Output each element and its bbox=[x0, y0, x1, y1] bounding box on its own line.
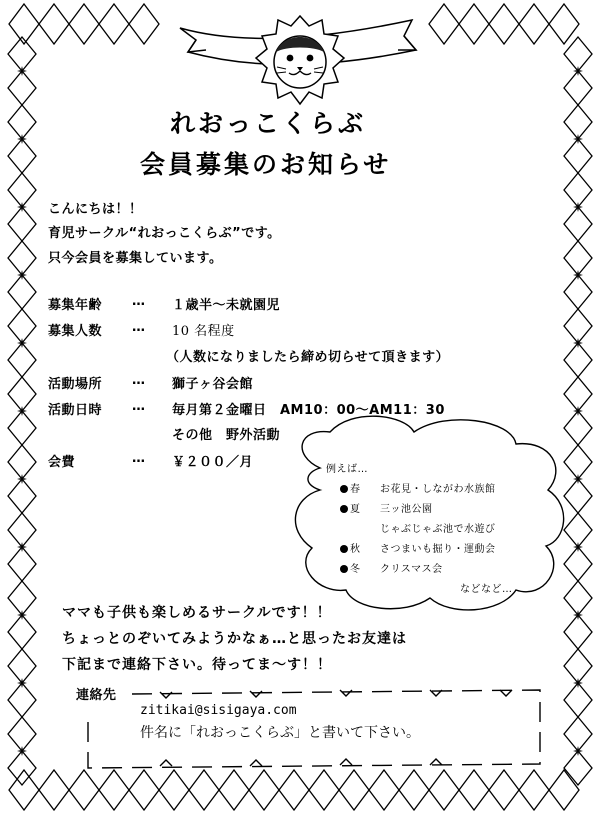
border-diamond bbox=[564, 513, 592, 547]
border-diamond bbox=[564, 479, 592, 513]
border-diamond bbox=[8, 275, 36, 309]
border-diamond bbox=[8, 615, 36, 649]
border-diamond bbox=[459, 770, 489, 810]
border-diamond bbox=[69, 4, 99, 44]
lion-mascot-icon bbox=[256, 16, 344, 104]
border-diamond bbox=[8, 547, 36, 581]
border-diamond bbox=[159, 770, 189, 810]
examples-intro: 例えば… bbox=[326, 464, 368, 475]
border-diamond bbox=[369, 770, 399, 810]
contact-label: 連絡先 bbox=[76, 688, 117, 703]
border-diamond bbox=[564, 411, 592, 445]
border-diamond bbox=[564, 343, 592, 377]
example-autumn: 秋 bbox=[340, 540, 361, 555]
count-label: 募集人数 bbox=[48, 324, 103, 339]
border-diamond bbox=[8, 513, 36, 547]
age-value: １歳半～未就園児 bbox=[172, 298, 281, 313]
border-diamond bbox=[564, 275, 592, 309]
border-diamond bbox=[564, 71, 592, 105]
border-diamond bbox=[519, 770, 549, 810]
place-separator: … bbox=[132, 373, 146, 388]
time-separator: … bbox=[132, 399, 146, 414]
border-diamond bbox=[99, 770, 129, 810]
page-subtitle: 会員募集のお知らせ bbox=[140, 150, 392, 179]
border-diamond bbox=[549, 770, 579, 810]
border-diamond bbox=[8, 479, 36, 513]
border-diamond bbox=[279, 770, 309, 810]
border-diamond bbox=[8, 309, 36, 343]
greeting-line-3: 只今会員を募集しています。 bbox=[48, 251, 223, 266]
border-diamond bbox=[564, 37, 592, 71]
example-spring-text: お花見・しながわ水族館 bbox=[380, 484, 496, 495]
border-diamond bbox=[564, 377, 592, 411]
place-value: 獅子ヶ谷会館 bbox=[172, 377, 254, 392]
example-summer-text-2: じゃぶじゃぶ池で水遊び bbox=[380, 524, 496, 535]
example-autumn-text: さつまいも掘り・運動会 bbox=[380, 544, 496, 555]
border-diamond bbox=[564, 649, 592, 683]
border-diamond bbox=[564, 105, 592, 139]
border-diamond bbox=[429, 770, 459, 810]
border-diamond bbox=[8, 683, 36, 717]
age-label: 募集年齢 bbox=[48, 298, 103, 313]
border-diamond bbox=[309, 770, 339, 810]
border-diamond bbox=[39, 4, 69, 44]
example-winter-text: クリスマス会 bbox=[380, 564, 443, 575]
border-diamond bbox=[549, 4, 579, 44]
border-diamond bbox=[564, 309, 592, 343]
border-diamond bbox=[564, 173, 592, 207]
example-winter: 冬 bbox=[340, 560, 361, 575]
contact-note: 件名に「れおっこくらぶ」と書いて下さい。 bbox=[140, 725, 420, 741]
border-diamond bbox=[8, 581, 36, 615]
time-extra: その他 野外活動 bbox=[172, 428, 281, 443]
fee-label: 会費 bbox=[48, 455, 76, 470]
border-diamond bbox=[129, 4, 159, 44]
border-diamond bbox=[99, 4, 129, 44]
border-diamond bbox=[249, 770, 279, 810]
border-diamond bbox=[8, 343, 36, 377]
border-diamond bbox=[8, 717, 36, 751]
border-diamond bbox=[8, 139, 36, 173]
border-diamond bbox=[519, 4, 549, 44]
border-diamond bbox=[69, 770, 99, 810]
border-diamond bbox=[8, 649, 36, 683]
winter-season-icon bbox=[340, 565, 348, 573]
border-diamond bbox=[9, 770, 39, 810]
time-label: 活動日時 bbox=[48, 403, 103, 418]
closing-line-3: 下記まで連絡下さい。待ってま～す！！ bbox=[62, 657, 332, 673]
fee-value: ￥２００／月 bbox=[172, 455, 254, 470]
example-spring: 春 bbox=[340, 480, 361, 495]
fee-separator: … bbox=[132, 451, 146, 466]
border-diamond bbox=[564, 241, 592, 275]
border-diamond bbox=[8, 207, 36, 241]
border-diamond bbox=[8, 241, 36, 275]
border-diamond bbox=[564, 207, 592, 241]
border-diamond bbox=[9, 4, 39, 44]
border-diamond bbox=[189, 770, 219, 810]
time-value: 毎月第２金曜日 AM10：00～AM11：30 bbox=[172, 403, 445, 418]
greeting-line-2: 育児サークル“れおっこくらぶ”です。 bbox=[48, 226, 281, 241]
border-diamond bbox=[564, 547, 592, 581]
border-diamond bbox=[339, 770, 369, 810]
closing-line-1: ママも子供も楽しめるサークルです！！ bbox=[62, 605, 332, 621]
closing-line-2: ちょっとのぞいてみようかなぁ…と思ったお友達は bbox=[62, 631, 407, 647]
border-diamond bbox=[219, 770, 249, 810]
age-separator: … bbox=[132, 294, 146, 309]
place-label: 活動場所 bbox=[48, 377, 103, 392]
border-diamond bbox=[564, 717, 592, 751]
border-diamond bbox=[564, 445, 592, 479]
examples-etc: などなど… bbox=[460, 584, 513, 595]
page-title: れおっこくらぶ bbox=[170, 109, 367, 138]
border-diamond bbox=[39, 770, 69, 810]
border-diamond bbox=[564, 751, 592, 785]
border-diamond bbox=[8, 445, 36, 479]
spring-season-icon bbox=[340, 485, 348, 493]
border-diamond bbox=[459, 4, 489, 44]
border-diamond bbox=[8, 377, 36, 411]
contact-email[interactable]: zitikai@sisigaya.com bbox=[140, 703, 297, 718]
count-value: 10 名程度 bbox=[172, 324, 235, 339]
example-summer-text: 三ッ池公園 bbox=[380, 504, 433, 515]
border-diamond bbox=[8, 411, 36, 445]
border-diamond bbox=[129, 770, 159, 810]
count-separator: … bbox=[132, 320, 146, 335]
border-diamond bbox=[8, 105, 36, 139]
border-diamond bbox=[429, 4, 459, 44]
autumn-season-icon bbox=[340, 545, 348, 553]
border-diamond bbox=[489, 4, 519, 44]
count-note: （人数になりましたら締め切らせて頂きます） bbox=[166, 350, 450, 365]
border-diamond bbox=[8, 173, 36, 207]
border-diamond bbox=[564, 683, 592, 717]
border-diamond bbox=[564, 581, 592, 615]
greeting-line-1: こんにちは！！ bbox=[48, 202, 143, 217]
border-diamond bbox=[399, 770, 429, 810]
summer-season-icon bbox=[340, 505, 348, 513]
border-diamond bbox=[489, 770, 519, 810]
border-diamond bbox=[564, 139, 592, 173]
example-summer: 夏 bbox=[340, 500, 361, 515]
border-diamond bbox=[564, 615, 592, 649]
border-diamond bbox=[8, 71, 36, 105]
